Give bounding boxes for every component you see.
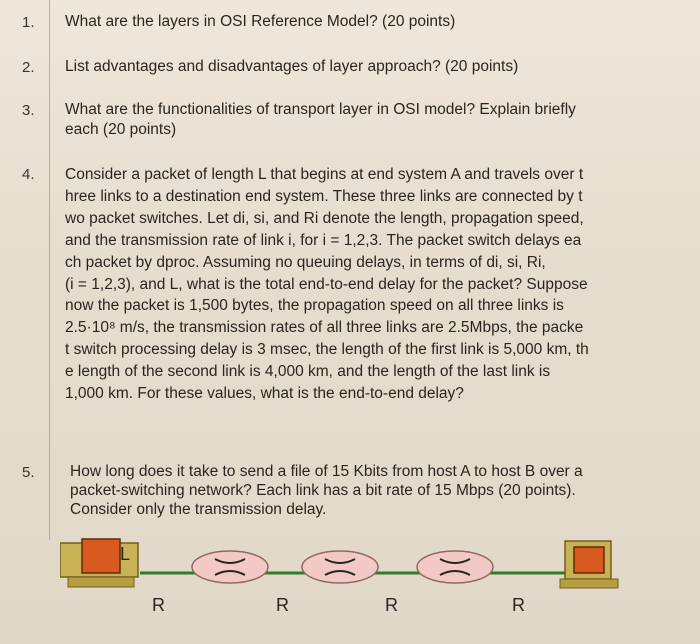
question-line: Consider only the transmission delay. [70, 501, 327, 518]
question-line: e length of the second link is 4,000 km, and the length of the last link is [65, 363, 551, 381]
host-b-computer-icon [560, 541, 618, 588]
question-line: wo packet switches. Let di, si, and Ri denote the length, propagation speed, [65, 209, 584, 227]
question-line: How long does it take to send a file of 15 Kbits from host A to host B over a [70, 463, 583, 480]
host-a-computer-icon [60, 539, 138, 587]
question-line: now the packet is 1,500 bytes, the propagation speed on all three links is [65, 297, 564, 315]
link-label: R [385, 595, 398, 615]
question-line: ch packet by dproc. Assuming no queuing delays, in terms of di, si, Ri, [65, 253, 546, 271]
link-label: R [152, 595, 165, 615]
question-line: 1,000 km. For these values, what is the end-to-end delay? [65, 385, 464, 403]
question-line: List advantages and disadvantages of layer approach? (20 points) [65, 58, 519, 75]
margin-line [49, 0, 50, 540]
question-number: 2. [22, 59, 35, 76]
question-text [65, 100, 677, 139]
question-line: Consider a packet of length L that begins at end system A and travels over t [65, 166, 584, 183]
host-a-label: L [120, 544, 131, 564]
link-label: R [276, 595, 289, 615]
question-line: packet-switching network? Each link has a bit rate of 15 Mbps (20 points). [70, 482, 576, 499]
question-line: (i = 1,2,3), and L, what is the total end-to-end delay for the packet? Suppose [65, 275, 588, 293]
question-line: 2.5·10⁸ m/s, the transmission rates of all three links are 2.5Mbps, the packe [65, 319, 584, 337]
question-text [65, 164, 677, 405]
question-line: t switch processing delay is 3 msec, the length of the first link is 5,000 km, th [65, 341, 589, 359]
link-label: R [512, 595, 525, 615]
question-line: hree links to a destination end system. These three links are connected by t [65, 187, 583, 205]
question-number: 5. [22, 464, 35, 481]
router-icon [302, 551, 378, 583]
question-text [70, 462, 682, 519]
question-line: each (20 points) [65, 120, 177, 138]
question-number: 1. [22, 14, 35, 31]
question-text [65, 57, 677, 77]
question-text [65, 12, 677, 32]
question-number: 3. [22, 102, 35, 119]
router-icon [417, 551, 493, 583]
router-icon [192, 551, 268, 583]
question-line: and the transmission rate of link i, for i = 1,2,3. The packet switch delays ea [65, 231, 582, 249]
network-diagram [60, 535, 660, 644]
question-line: What are the functionalities of transport layer in OSI model? Explain briefly [65, 101, 576, 118]
question-number: 4. [22, 166, 35, 183]
question-line: What are the layers in OSI Reference Model? (20 points) [65, 13, 456, 30]
